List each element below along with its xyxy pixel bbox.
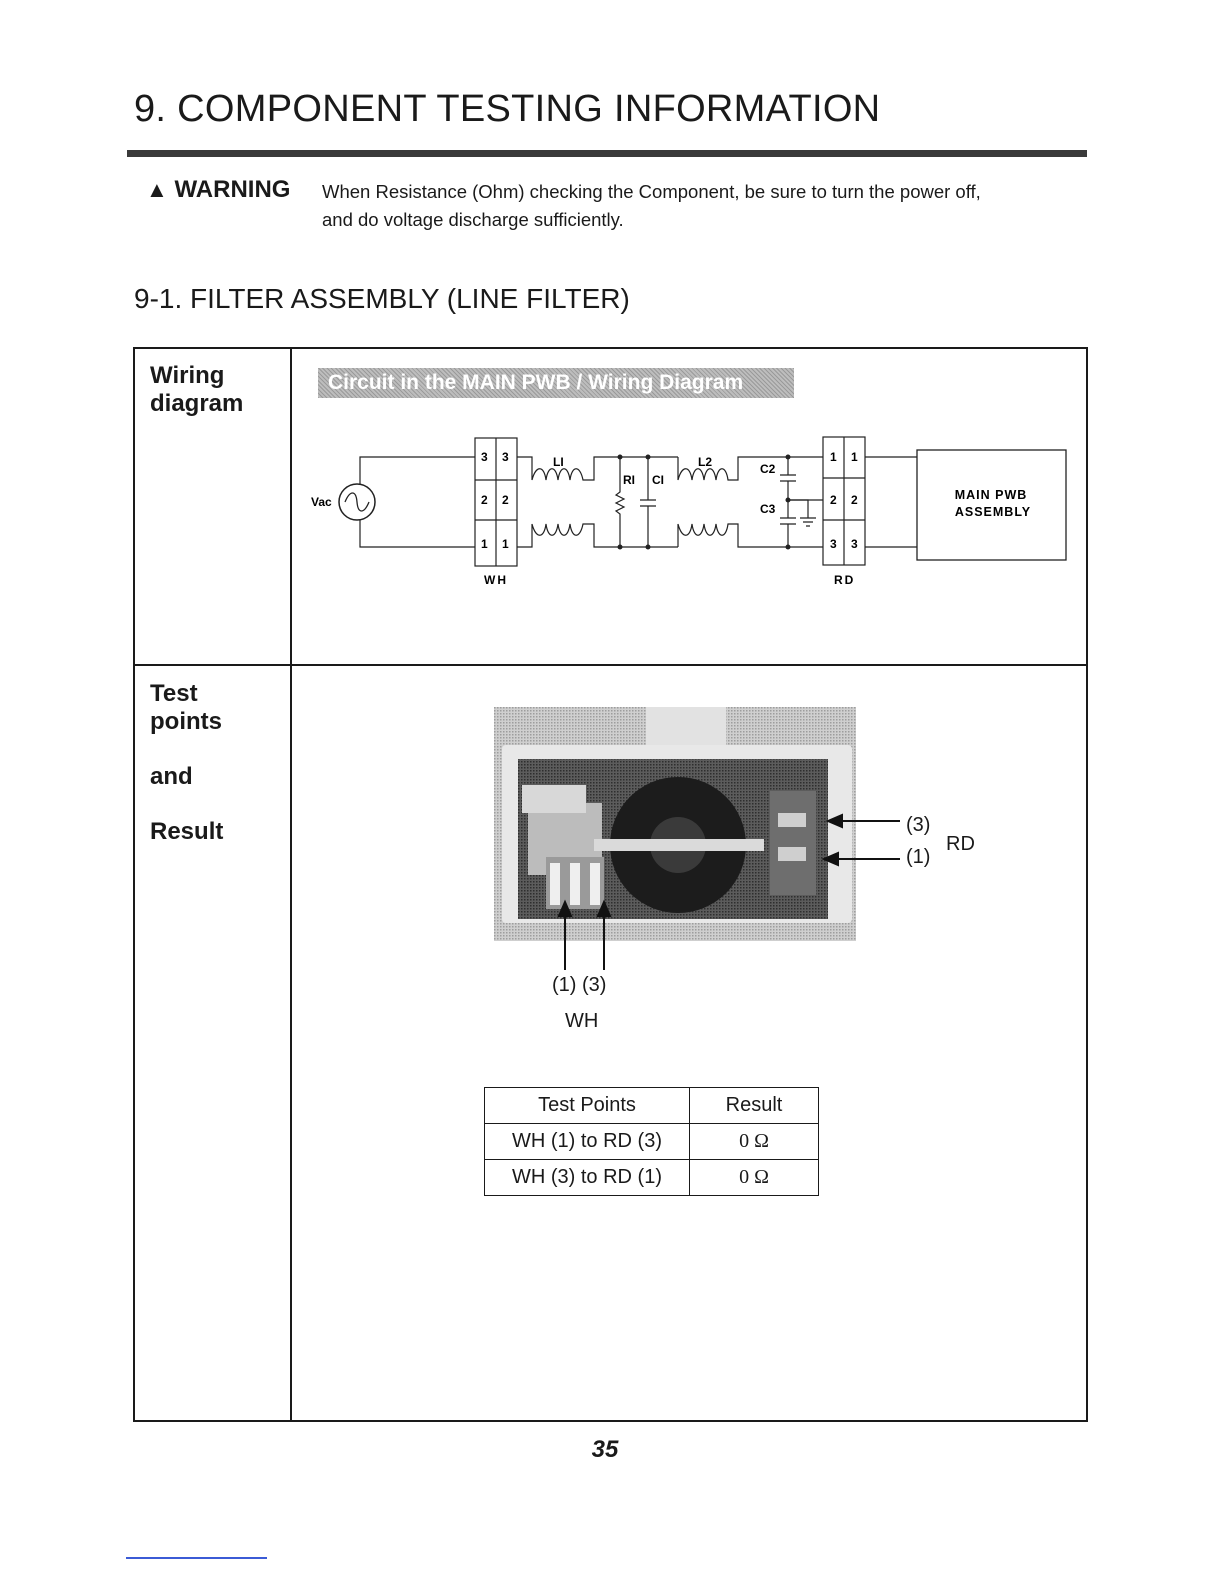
- warning-text: [322, 178, 1082, 234]
- sine-wave-icon: [345, 493, 369, 511]
- circuit-diagram: [300, 420, 1080, 605]
- ground-symbol: [788, 493, 816, 526]
- row-label-line: Result: [150, 818, 224, 845]
- pin-label: 1: [851, 450, 858, 464]
- pin-label: 1: [481, 537, 488, 551]
- result-cell: 0 Ω: [690, 1160, 819, 1196]
- pin-label: 1: [502, 537, 509, 551]
- rd-connector-label: RD: [834, 573, 856, 587]
- warning-triangle-icon: ▲: [146, 177, 168, 202]
- inductor-l2-label: L2: [698, 455, 713, 469]
- result-cell: 0 Ω: [690, 1124, 819, 1160]
- callout-arrows: [556, 810, 906, 980]
- vac-label: Vac: [311, 495, 332, 509]
- pin-label: 2: [830, 493, 837, 507]
- header-result: Result: [690, 1088, 819, 1124]
- wh-callout-label: WH: [565, 1010, 599, 1032]
- left-connector-wh: [475, 438, 517, 587]
- warning-line-1: When Resistance (Ohm) checking the Component, be sure to turn the power off,: [322, 181, 981, 202]
- pin-label: 2: [502, 493, 509, 507]
- title-rule: [127, 150, 1087, 157]
- inductor-l1-top: [517, 457, 620, 480]
- arrow-wh-3: [598, 902, 610, 970]
- arrow-rd-3: [828, 815, 900, 827]
- header-test-points: Test Points: [485, 1088, 690, 1124]
- row-label-line: diagram: [150, 390, 244, 417]
- table-header-row: [485, 1088, 819, 1124]
- arrow-rd-1: [824, 853, 900, 865]
- section-title: 9-1. FILTER ASSEMBLY (LINE FILTER): [134, 283, 630, 314]
- row-label-line: and: [150, 763, 193, 790]
- table-row: [485, 1124, 819, 1160]
- row-label-wiring-diagram: [150, 362, 280, 418]
- resistor-ri: [616, 457, 624, 547]
- footer-link-underline: [126, 1557, 267, 1559]
- row-label-test-points: [150, 680, 280, 873]
- pin-label: 1: [830, 450, 837, 464]
- test-point-cell: WH (1) to RD (3): [485, 1124, 690, 1160]
- capacitor-ci-label: CI: [652, 473, 664, 487]
- wh-connector-label: WH: [484, 573, 508, 587]
- row-label-line: points: [150, 708, 222, 735]
- rd-callout-label: RD: [946, 833, 975, 855]
- page-title: 9. COMPONENT TESTING INFORMATION: [134, 88, 881, 130]
- warning-label: [146, 176, 290, 204]
- warning-line-2: and do voltage discharge sufficiently.: [322, 209, 624, 230]
- main-pwb-label-1: MAIN PWB: [954, 488, 1028, 502]
- capacitor-c3: [780, 506, 796, 547]
- pin-label: 3: [851, 537, 858, 551]
- pin-label: 3: [502, 450, 509, 464]
- page-number: 35: [591, 1436, 619, 1463]
- callout-rd-pin-3: (3): [906, 814, 931, 836]
- source-wires: [360, 457, 475, 547]
- circuit-banner: Circuit in the MAIN PWB / Wiring Diagram: [318, 368, 794, 398]
- capacitor-ci: [640, 457, 656, 547]
- pin-label: 2: [481, 493, 488, 507]
- test-results-table: [484, 1087, 819, 1196]
- right-connector-rd: [823, 437, 865, 587]
- row-label-line: Wiring: [150, 362, 225, 389]
- inductor-l1-bottom: [517, 524, 620, 547]
- table-row-divider: [135, 664, 1086, 666]
- callout-rd-pin-1: (1): [906, 846, 931, 868]
- warning-label-text: WARNING: [174, 176, 291, 203]
- arrow-wh-1: [559, 902, 571, 970]
- table-row: [485, 1160, 819, 1196]
- test-point-cell: WH (3) to RD (1): [485, 1160, 690, 1196]
- capacitor-c2: [780, 457, 796, 493]
- table-column-divider: [290, 349, 292, 1420]
- inductor-l2-bottom: [678, 524, 788, 547]
- capacitor-c3-label: C3: [760, 502, 776, 516]
- pin-label: 2: [851, 493, 858, 507]
- pin-label: 3: [830, 537, 837, 551]
- resistor-ri-label: RI: [623, 473, 635, 487]
- wh-pin-callouts: (1) (3): [552, 974, 607, 996]
- inductor-l1-label: LI: [553, 455, 564, 469]
- main-pwb-label-2: ASSEMBLY: [954, 505, 1032, 519]
- capacitor-c2-label: C2: [760, 462, 776, 476]
- row-label-line: Test: [150, 680, 198, 707]
- pin-label: 3: [481, 450, 488, 464]
